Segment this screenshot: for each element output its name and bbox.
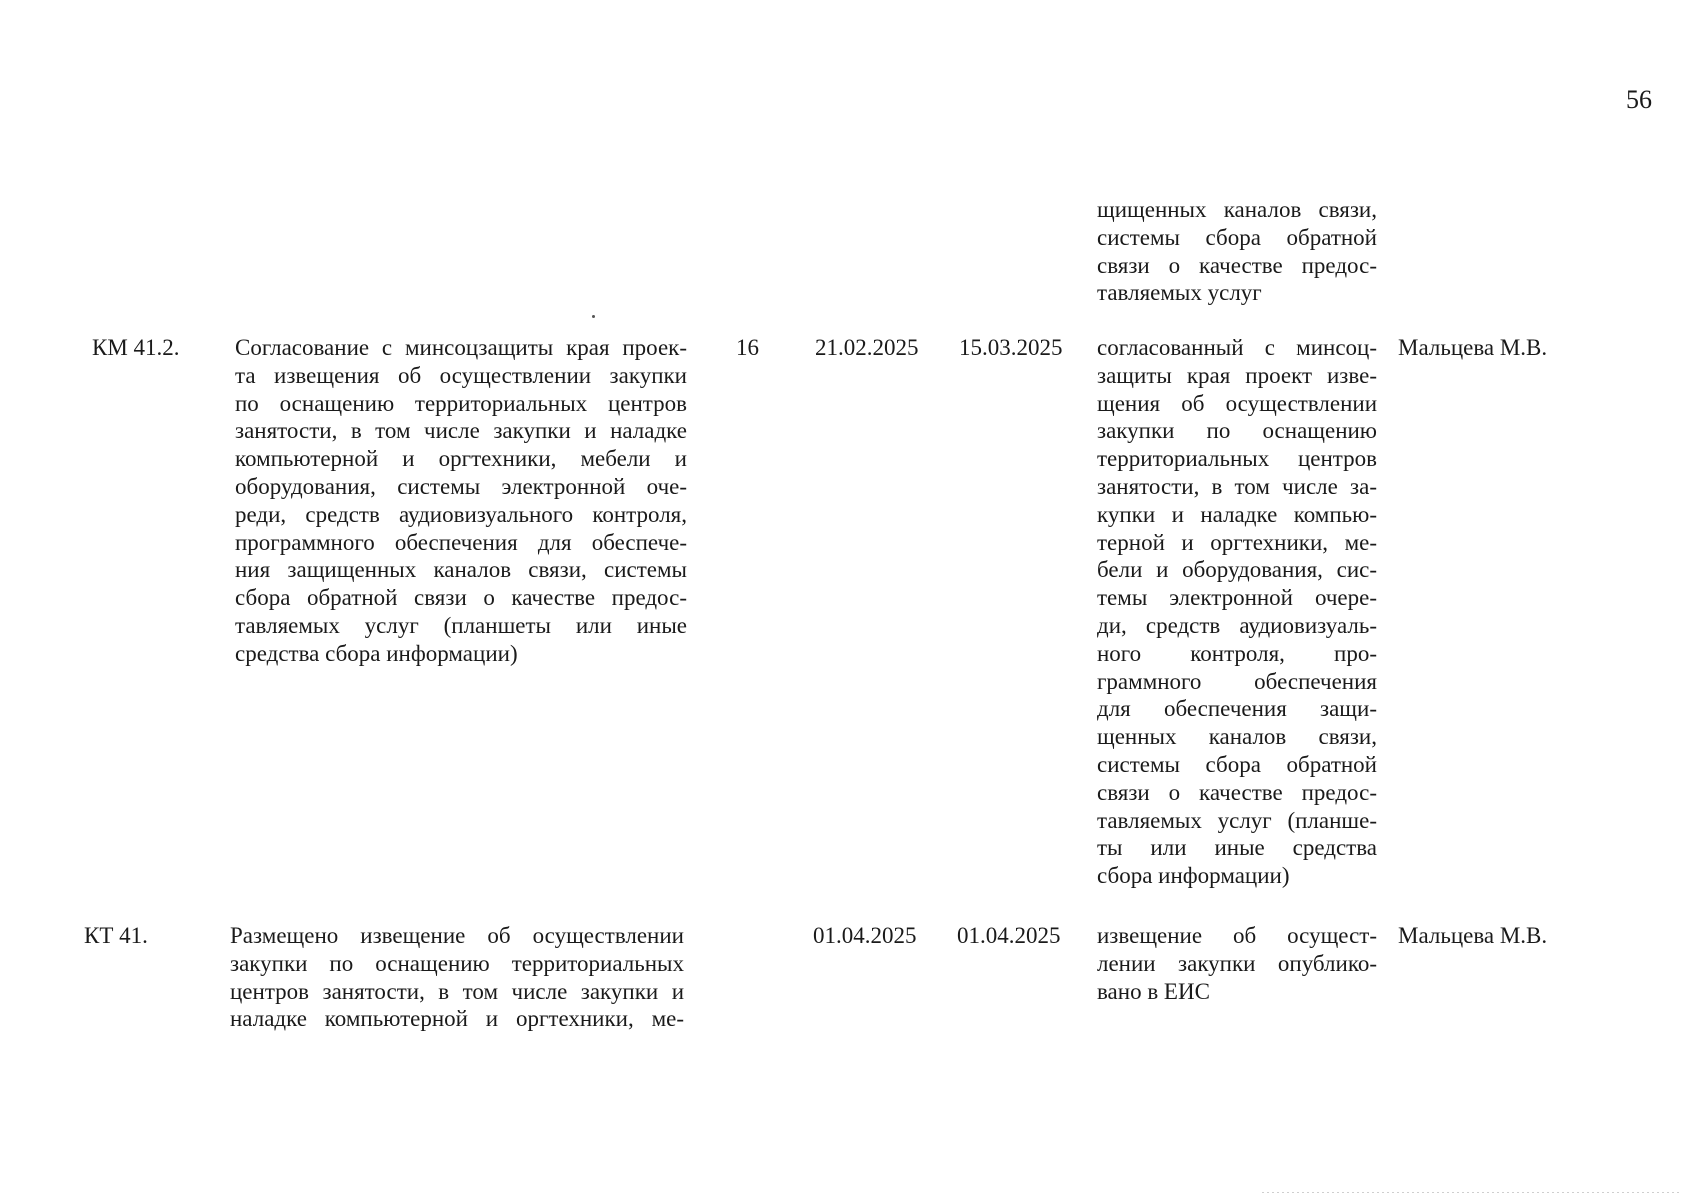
result-line: системы сбора обратной bbox=[1097, 751, 1377, 777]
result-line: граммного обеспечения bbox=[1097, 668, 1377, 694]
result-line: купки и наладке компью- bbox=[1097, 501, 1377, 527]
result-line: занятости, в том числе за- bbox=[1097, 473, 1377, 499]
result-line: закупки по оснащению bbox=[1097, 418, 1377, 444]
result-line: тавляемых услуг (планше- bbox=[1097, 807, 1377, 833]
result-line: тавляемых услуг bbox=[1097, 280, 1262, 306]
result-line: связи о качестве предос- bbox=[1097, 779, 1377, 805]
row-start-date: 01.04.2025 bbox=[813, 923, 917, 948]
description-line: занятости, в том числе закупки и наладке bbox=[235, 418, 687, 444]
scan-artifact-line bbox=[1262, 1192, 1682, 1193]
result-line: темы электронной очере- bbox=[1097, 585, 1377, 611]
row-number: 16 bbox=[736, 335, 759, 360]
result-line: извещение об осущест- bbox=[1097, 923, 1377, 948]
row-description-cell bbox=[230, 922, 684, 1033]
result-line: защиты края проект изве- bbox=[1097, 362, 1377, 388]
result-line: вано в ЕИС bbox=[1097, 978, 1210, 1004]
result-line: бели и оборудования, сис- bbox=[1097, 557, 1377, 583]
description-line: компьютерной и оргтехники, мебели и bbox=[235, 446, 687, 472]
description-line: ния защищенных каналов связи, системы bbox=[235, 557, 687, 583]
result-line: связи о качестве предос- bbox=[1097, 252, 1377, 278]
result-line: щения об осуществлении bbox=[1097, 390, 1377, 416]
description-line: наладке компьютерной и оргтехники, ме- bbox=[230, 1006, 684, 1032]
description-line: та извещения об осуществлении закупки bbox=[235, 362, 687, 388]
page-number: 56 bbox=[1626, 85, 1652, 114]
result-line: для обеспечения защи- bbox=[1097, 696, 1377, 722]
description-line: Согласование с минсоцзащиты края проек- bbox=[235, 335, 687, 360]
scan-speck bbox=[592, 315, 595, 318]
result-line: ты или иные средства bbox=[1097, 835, 1377, 861]
carryover-result-cell bbox=[1097, 196, 1377, 307]
result-line: лении закупки опублико- bbox=[1097, 950, 1377, 976]
result-line: щенных каналов связи, bbox=[1097, 724, 1377, 750]
result-line: системы сбора обратной bbox=[1097, 224, 1377, 250]
result-line: щищенных каналов связи, bbox=[1097, 197, 1377, 222]
row-description-cell bbox=[235, 334, 687, 668]
description-line: сбора обратной связи о качестве предос- bbox=[235, 585, 687, 611]
description-line: тавляемых услуг (планшеты или иные bbox=[235, 612, 687, 638]
row-code: КТ 41. bbox=[84, 923, 148, 948]
row-result-cell bbox=[1097, 922, 1377, 1005]
row-end-date: 15.03.2025 bbox=[959, 335, 1063, 360]
row-responsible: Мальцева М.В. bbox=[1398, 335, 1548, 360]
description-line: средства сбора информации) bbox=[235, 640, 518, 666]
description-line: оборудования, системы электронной оче- bbox=[235, 473, 687, 499]
result-line: сбора информации) bbox=[1097, 863, 1290, 889]
result-line: ного контроля, про- bbox=[1097, 640, 1377, 666]
row-end-date: 01.04.2025 bbox=[957, 923, 1061, 948]
description-line: центров занятости, в том числе закупки и bbox=[230, 978, 684, 1004]
row-result-cell bbox=[1097, 334, 1377, 890]
description-line: закупки по оснащению территориальных bbox=[230, 950, 684, 976]
result-line: территориальных центров bbox=[1097, 446, 1377, 472]
description-line: программного обеспечения для обеспече- bbox=[235, 529, 687, 555]
result-line: согласованный с минсоц- bbox=[1097, 335, 1377, 360]
description-line: Размещено извещение об осуществлении bbox=[230, 923, 684, 948]
description-line: реди, средств аудиовизуального контроля, bbox=[235, 501, 687, 527]
result-line: терной и оргтехники, ме- bbox=[1097, 529, 1377, 555]
description-line: по оснащению территориальных центров bbox=[235, 390, 687, 416]
row-responsible: Мальцева М.В. bbox=[1398, 923, 1548, 948]
row-start-date: 21.02.2025 bbox=[815, 335, 919, 360]
result-line: ди, средств аудиовизуаль- bbox=[1097, 612, 1377, 638]
row-code: КМ 41.2. bbox=[92, 335, 180, 360]
